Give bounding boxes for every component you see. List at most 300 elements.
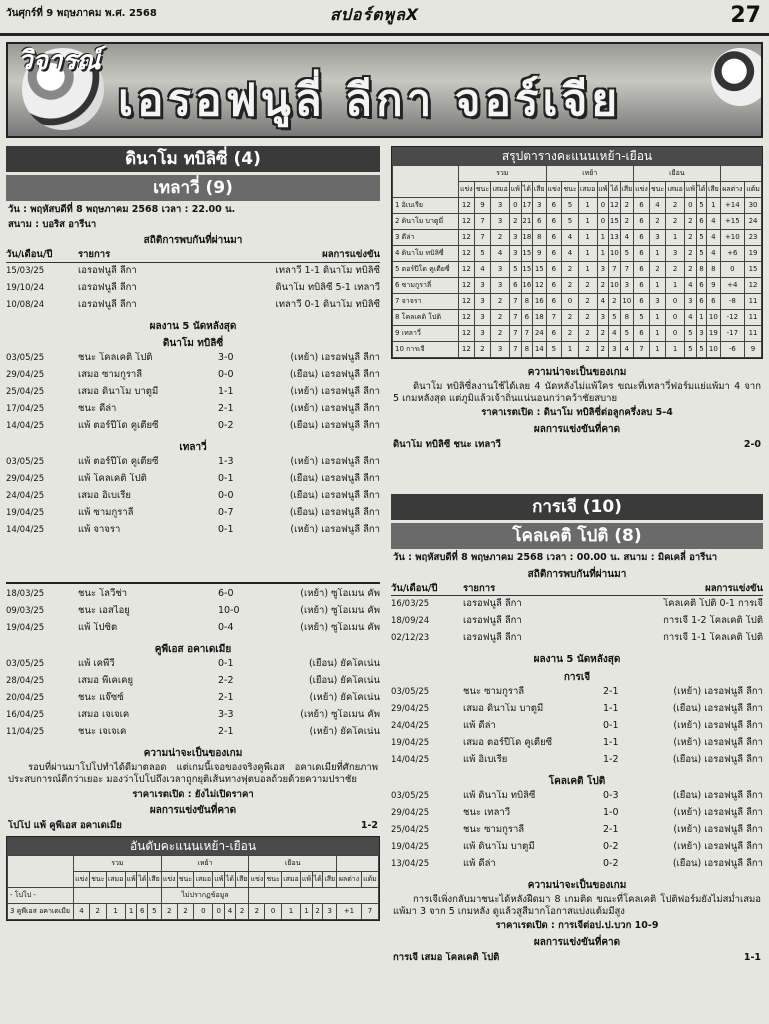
standings-cell: 23	[745, 230, 762, 246]
standings-cell: 16	[521, 278, 532, 294]
standings-cell: 6	[634, 262, 650, 278]
form-venue: (เหย้า) เอรอฟนูลี่ ลีกา	[673, 823, 763, 835]
form-score: 0-3	[603, 789, 619, 801]
standings-cell: 12	[459, 246, 475, 262]
standings-cell: 1	[281, 903, 300, 919]
standings-column-header: เสมอ	[666, 182, 685, 198]
form-score: 2-1	[603, 823, 619, 835]
standings-column-header: แต้ม	[361, 871, 378, 887]
standings-cell: 15	[521, 262, 532, 278]
standings-cell: 3	[510, 230, 522, 246]
standings-cell: 2	[666, 198, 685, 214]
form-result: แพ้ ตอร์ปีโด คูเตียซี่	[78, 420, 159, 432]
standings-cell: 1	[666, 230, 685, 246]
form-score: 0-2	[218, 420, 234, 432]
form-date: 16/04/25	[6, 710, 45, 721]
standings-column-header: แพ้	[125, 871, 137, 887]
form-score: 0-4	[218, 622, 234, 633]
standings-cell: 7	[510, 310, 522, 326]
form-venue: (เหย้า) ยัคโคเน่น	[309, 726, 380, 738]
standings-cell: 6	[707, 294, 721, 310]
standings-cell: 2	[89, 903, 106, 919]
match2-column	[391, 494, 763, 1020]
form-date: 24/04/25	[6, 491, 45, 502]
form-date: 29/04/25	[391, 703, 430, 714]
standings-row	[393, 326, 762, 342]
form-venue: (เหย้า) ซูโอเมน คัพ	[300, 588, 380, 599]
standings-cell: 0	[666, 294, 685, 310]
standings-cell: 4	[649, 198, 665, 214]
standings-cell: 8	[521, 342, 532, 358]
match3-away-form-name: คูพีเอส อคาเดเมีย	[154, 644, 232, 655]
standings-cell: 2	[474, 342, 490, 358]
standings-cell: 3	[685, 294, 697, 310]
form-row	[6, 420, 380, 437]
standings-team: 6 ซามกูราลี่	[393, 278, 459, 294]
standings-cell: 2	[685, 230, 697, 246]
form-venue: (เหย้า) เอรอฟนูลี่ ลีกา	[673, 840, 763, 852]
standings-cell: 2	[685, 214, 697, 230]
match1-home-form	[6, 352, 380, 437]
standings-cell: 2	[510, 214, 522, 230]
standings-cell: 4	[685, 310, 697, 326]
standings-cell: 6	[696, 278, 706, 294]
form-result: แพ้ ตอร์ปีโด คูเตียซี่	[78, 456, 159, 468]
standings-cell: 2	[578, 342, 597, 358]
standings-cell: 10	[707, 342, 721, 358]
h2h-competition: เอรอฟนูลี่ ลีกา	[463, 615, 522, 627]
match1-prediction-title: ผลการแข่งขันที่คาด	[533, 423, 621, 435]
form-date: 25/04/25	[6, 387, 45, 398]
standings-cell: 4	[491, 246, 510, 262]
standings-team: 1 อิเบเรีย	[393, 198, 459, 214]
match3-column	[6, 588, 380, 1018]
standings-cell: 8	[533, 230, 547, 246]
form-row	[391, 824, 763, 841]
standings-cell: 6	[546, 262, 562, 278]
standings-cell: 2	[235, 903, 249, 919]
standings-cell: 19	[707, 326, 721, 342]
standings-cell: 15	[521, 246, 532, 262]
match1-home-form-name: ดินาโม ทบิลิซี่	[162, 338, 224, 350]
standings-column-header: แพ้	[301, 871, 313, 887]
h2h-result: โคลเคติ โปติ 0-1 การเจี	[663, 598, 763, 610]
standings-column-header: เสมอ	[281, 871, 300, 887]
standings-cell: 10	[609, 278, 620, 294]
form-date: 18/03/25	[6, 589, 45, 599]
standings-title: สรุปตารางคะแนนเหย้า-เยือน	[392, 147, 762, 165]
standings-cell: 2	[620, 214, 634, 230]
standings-cell: 5	[696, 198, 706, 214]
standings-cell: 1	[578, 214, 597, 230]
standings-cell: 30	[745, 198, 762, 214]
standings-cell: 1	[597, 246, 609, 262]
standings-column-header: ผลต่าง	[720, 182, 744, 198]
standings-cell: 1	[649, 246, 665, 262]
standings-row	[393, 342, 762, 358]
standings-row	[393, 278, 762, 294]
standings-cell: 2	[491, 230, 510, 246]
match2-away-form	[391, 790, 763, 875]
form-score: 2-1	[218, 692, 234, 704]
standings-cell: 0	[213, 903, 225, 919]
standings-row	[393, 230, 762, 246]
form-result: เสมอ พีเคเคยู	[78, 675, 134, 687]
form-score: 3-3	[218, 709, 234, 721]
form-score: 1-0	[603, 806, 619, 818]
standings-cell: 6	[634, 294, 650, 310]
standings-cell: 4	[707, 214, 721, 230]
h2h-row	[6, 299, 380, 316]
form-result: แพ้ โปซิต	[78, 622, 118, 633]
standings-cell: 2	[491, 294, 510, 310]
form-row	[391, 737, 763, 754]
standings-cell: 2	[597, 278, 609, 294]
standings-team: 10 การเจี	[393, 342, 459, 358]
standings-column-header: เสีย	[533, 182, 547, 198]
standings-cell: 6	[634, 198, 650, 214]
standings-cell: 15	[745, 262, 762, 278]
h2h-row	[6, 282, 380, 299]
standings-cell: 2	[578, 326, 597, 342]
form-score: 0-2	[603, 840, 619, 852]
standings-cell: 1	[696, 310, 706, 326]
form-row	[391, 807, 763, 824]
match1-h2h-header: วัน/เดือน/ปี รายการ ผลการแข่งขัน	[6, 249, 380, 263]
standings-cell: 9	[707, 278, 721, 294]
form-row	[6, 709, 380, 726]
form-date: 14/04/25	[6, 525, 45, 536]
form-date: 25/04/25	[391, 824, 430, 835]
standings-cell: 5	[696, 230, 706, 246]
form-date: 03/05/25	[391, 686, 430, 697]
standings-cell: -8	[720, 294, 744, 310]
standings-cell: 3	[696, 326, 706, 342]
standings-cell: 4	[562, 246, 578, 262]
page-header	[0, 0, 769, 36]
form-row	[6, 456, 380, 473]
standings-cell: 5	[510, 262, 522, 278]
form-row	[6, 386, 380, 403]
match1-prediction: ดินาโม ทบิลิซี่ ชนะ เทลาวี่ 2-0	[393, 439, 761, 451]
form-score: 2-1	[218, 403, 234, 415]
h2h-date: 18/09/24	[391, 616, 430, 627]
standings-cell: 1	[649, 326, 665, 342]
standings-cell: 6	[634, 246, 650, 262]
standings-row	[393, 310, 762, 326]
form-venue: (เหย้า) เอรอฟนูลี่ ลีกา	[673, 736, 763, 748]
standings-column-header: เสมอ	[106, 871, 125, 887]
h2h-result: เทลาวี่ 1-1 ดินาโม ทบิลิซี่	[275, 264, 380, 276]
football-icon	[711, 48, 763, 106]
match2-prediction: การเจี เสมอ โคลเคติ โปติ 1-1	[393, 952, 761, 964]
standings-cell: 10	[707, 310, 721, 326]
form-row	[6, 490, 380, 507]
form-row	[6, 675, 380, 692]
form-venue: (เยือน) เอรอฟนูลี่ ลีกา	[672, 702, 763, 714]
h2h-result: ดินาโม ทบิลิซี่ 5-1 เทลาวี่	[275, 281, 380, 293]
standings-team: 3 ดีล่า	[393, 230, 459, 246]
standings-cell: 0	[720, 262, 744, 278]
h2h-result: การเจี 1-2 โคลเคติ โปติ	[663, 615, 763, 627]
standings-cell: 4	[620, 342, 634, 358]
form-row	[6, 605, 380, 622]
form-score: 1-1	[603, 702, 619, 714]
standings-cell: 6	[546, 230, 562, 246]
standings-cell: 3	[491, 262, 510, 278]
standings-column-header: ชนะ	[474, 182, 490, 198]
match1-datetime: วัน : พฤหัสบดีที่ 8 พฤษภาคม 2568 เวลา : 22.00 น.	[8, 204, 236, 215]
standings-cell: 15	[533, 262, 547, 278]
form-result: เสมอ ตอร์ปีโด คูเตียซี่	[463, 736, 553, 748]
standings-cell: 8	[620, 310, 634, 326]
standings-cell: 2	[649, 214, 665, 230]
standings-cell: 9	[745, 342, 762, 358]
standings-cell: 1	[578, 246, 597, 262]
standings-cell: 5	[634, 310, 650, 326]
standings-row	[393, 246, 762, 262]
form-result: ชนะ ดีล่า	[78, 403, 117, 415]
standings-cell: 7	[361, 903, 378, 919]
standings-cell: 3	[474, 278, 490, 294]
match3-prediction-title: ผลการแข่งขันที่คาด	[149, 805, 237, 817]
standings-cell: 0	[666, 326, 685, 342]
form-result: แพ้ โคลเคติ โปติ	[78, 473, 147, 485]
form-date: 29/04/25	[6, 370, 45, 381]
standings-column-header: เสีย	[707, 182, 721, 198]
standings-cell: 7	[510, 342, 522, 358]
match3-away-form	[6, 658, 380, 743]
standings-cell: 2	[649, 262, 665, 278]
standings-column-header: ชนะ	[649, 182, 665, 198]
form-result: เสมอ อิเบเรีย	[78, 490, 131, 502]
h2h-result: การเจี 1-1 โคลเคติ โปติ	[663, 632, 763, 644]
standings-cell: +1	[337, 903, 362, 919]
standings-cell: 0	[562, 294, 578, 310]
form-row	[391, 703, 763, 720]
standings-cell: 12	[459, 230, 475, 246]
standings-cell: 0	[265, 903, 282, 919]
standings-cell: 7	[546, 310, 562, 326]
standings-column-header: เสีย	[148, 871, 162, 887]
h2h-competition: เอรอฟนูลี่ ลีกา	[463, 598, 522, 610]
standings-cell: 4	[562, 230, 578, 246]
standings-cell: +4	[720, 278, 744, 294]
form-score: 1-1	[218, 386, 234, 398]
form-row	[6, 588, 380, 605]
form-row	[391, 790, 763, 807]
standings-cell: 0	[597, 198, 609, 214]
h2h-competition: เอรอฟนูลี่ ลีกา	[463, 632, 522, 644]
standings-cell: 12	[459, 342, 475, 358]
standings-column-header: แพ้	[213, 871, 225, 887]
standings-column-header: เสีย	[235, 871, 249, 887]
standings-cell: 3	[491, 342, 510, 358]
standings-cell: 8	[521, 294, 532, 310]
match3-standings	[6, 836, 380, 921]
match2-away-form-name: โคลเคติ โปติ	[548, 775, 606, 787]
standings-cell: 0	[597, 214, 609, 230]
form-row	[6, 658, 380, 675]
form-row	[391, 686, 763, 703]
standings-cell: 6	[546, 246, 562, 262]
form-row	[6, 369, 380, 386]
h2h-competition: เอรอฟนูลี่ ลีกา	[78, 281, 137, 293]
standings-cell: 4	[474, 262, 490, 278]
match2-h2h-header: วัน/เดือน/ปี รายการ ผลการแข่งขัน	[391, 583, 763, 597]
match2-analysis-text: การเจีเพิ่งกลับมาชนะได้หลังฝืดมา 8 เกมติด ขณะที่โคลเคติ โปติฟอร์มยังไม่สม่ำเสมอแพ้มา 3 จาก 5 เกมหลัง ดูแล้วสูสีมากโอกาสแบ่งแต้มมีสูง	[393, 894, 761, 917]
standings-cell: 8	[707, 262, 721, 278]
standings-cell: 12	[459, 326, 475, 342]
form-row	[6, 507, 380, 524]
standings-team: 5 ตอร์ปีโด คูเตียซี่	[393, 262, 459, 278]
section-banner	[6, 42, 763, 138]
standings-cell: 13	[609, 230, 620, 246]
standings-row	[393, 262, 762, 278]
standings-cell: 2	[578, 310, 597, 326]
standings-row	[393, 294, 762, 310]
standings-column-header: ชนะ	[265, 871, 282, 887]
standings-cell: 1	[649, 342, 665, 358]
standings-cell: 7	[474, 230, 490, 246]
form-row	[391, 720, 763, 737]
standings-column-header: เสมอ	[578, 182, 597, 198]
standings-cell: 3	[597, 262, 609, 278]
standings-column-header: ได้	[521, 182, 532, 198]
standings-cell: 6	[634, 278, 650, 294]
form-result: ชนะ โคลเคติ โปติ	[78, 352, 153, 364]
standings-team: 7 จาจรา	[393, 294, 459, 310]
match3-prediction: โปโป แพ้ คูพีเอส อคาเดเมีย 1-2	[8, 820, 378, 832]
match2-analysis-title: ความน่าจะเป็นของเกม	[527, 879, 627, 891]
banner-title: เอรอฟนูลี่ ลีกา จอร์เจีย	[118, 75, 622, 126]
standings-cell: 10	[609, 246, 620, 262]
standings-column-header: ได้	[609, 182, 620, 198]
standings-cell: 4	[707, 230, 721, 246]
form-date: 11/04/25	[6, 727, 45, 738]
form-row	[6, 692, 380, 709]
standings-cell: 2	[666, 214, 685, 230]
standings-cell: +10	[720, 230, 744, 246]
form-venue: (เหย้า) ซูโอเมน คัพ	[300, 709, 380, 721]
column-divider	[6, 582, 380, 584]
h2h-date: 15/03/25	[6, 265, 45, 276]
h2h-date: 16/03/25	[391, 599, 430, 610]
form-row	[6, 352, 380, 369]
standings-cell: 6	[634, 326, 650, 342]
standings-cell: 12	[533, 278, 547, 294]
standings-column-header: แข่ง	[459, 182, 475, 198]
standings-cell: 3	[474, 294, 490, 310]
standings-cell: 1	[707, 198, 721, 214]
standings-cell: 1	[649, 278, 665, 294]
form-date: 20/04/25	[6, 693, 45, 704]
standings-cell: 3	[666, 246, 685, 262]
standings-cell: 0	[510, 198, 522, 214]
form-result: ชนะ โลวีช่า	[78, 588, 128, 599]
standings-cell: 24	[533, 326, 547, 342]
standings-cell: 2	[312, 903, 323, 919]
form-score: 3-0	[218, 352, 234, 364]
form-result: เสมอ ดินาโม บาตูมี่	[463, 702, 544, 714]
standings-cell: 2	[249, 903, 265, 919]
standings-cell: 6	[634, 230, 650, 246]
standings-cell: 1	[106, 903, 125, 919]
form-row	[6, 622, 380, 639]
standings-column-header: แข่ง	[634, 182, 650, 198]
match1-away-team: เทลาวี่ (9)	[6, 175, 380, 201]
form-date: 03/05/25	[6, 457, 45, 468]
standings-column-header: ผลต่าง	[337, 871, 362, 887]
standings-cell: +6	[720, 246, 744, 262]
form-date: 03/05/25	[391, 790, 430, 801]
standings-cell: 1	[649, 310, 665, 326]
standings-cell: 2	[491, 326, 510, 342]
standings-cell: 5	[546, 342, 562, 358]
standings-cell: 7	[521, 326, 532, 342]
standings-cell: 2	[597, 342, 609, 358]
form-date: 19/04/25	[391, 737, 430, 748]
standings-column-header: แข่ง	[546, 182, 562, 198]
form-venue: (เยือน) เอรอฟนูลี่ ลีกา	[289, 473, 380, 485]
form-venue: (เยือน) เอรอฟนูลี่ ลีกา	[289, 369, 380, 381]
standings-cell: 0	[685, 198, 697, 214]
form-date: 17/04/25	[6, 404, 45, 415]
standings-cell: 6	[510, 278, 522, 294]
match1-analysis-title: ความน่าจะเป็นของเกม	[527, 367, 627, 378]
match3-analysis-text: รอบที่ผ่านมาโปโปทำได้ดีมาตลอด แต่เกมนี้เจอของจริงคูพีเอส อคาเดเมียที่ศักยภาพประสบการณ์ดีกว่าเยอะ มองว่าโปโปถึงเวลาถูกยุติเส้นทางฟุตบอลถ้วยด้วยความปราชัย	[8, 762, 378, 785]
standings-cell: 7	[510, 326, 522, 342]
h2h-row	[6, 265, 380, 282]
form-row	[6, 473, 380, 490]
form-score: 0-1	[218, 473, 234, 485]
standings-cell: 2	[562, 310, 578, 326]
form-result: ชนะ ซามกูราลี่	[463, 685, 525, 697]
form-result: แพ้ อิเบเรีย	[463, 753, 508, 765]
standings-cell: 7	[634, 342, 650, 358]
form-venue: (เหย้า) ยัคโคเน่น	[309, 692, 380, 704]
standings-cell: 10	[620, 294, 634, 310]
form-row	[391, 858, 763, 875]
standings-cell: 2	[491, 310, 510, 326]
standings-cell: 6	[696, 294, 706, 310]
standings-team: 4 ดินาโม ทบิลิซี่	[393, 246, 459, 262]
standings-column-header: แพ้	[597, 182, 609, 198]
standings-cell: 0	[194, 903, 213, 919]
standings-column-header: แพ้	[510, 182, 522, 198]
standings-cell: 3	[323, 903, 337, 919]
standings-cell: 6	[546, 214, 562, 230]
form-date: 19/04/25	[6, 508, 45, 519]
form-venue: (เยือน) เอรอฟนูลี่ ลีกา	[672, 789, 763, 801]
standings-cell: 2	[562, 326, 578, 342]
standings-cell: 5	[696, 342, 706, 358]
standings-column-header: เสมอ	[491, 182, 510, 198]
standings-cell: 14	[533, 342, 547, 358]
standings-column-header: ชนะ	[562, 182, 578, 198]
standings-cell: 1	[125, 903, 137, 919]
standings-cell: 18	[521, 230, 532, 246]
standings-cell: 12	[459, 214, 475, 230]
standings-cell: 3	[510, 246, 522, 262]
match1-venue: สนาม : บอริส อารีนา	[8, 218, 97, 230]
standings-box	[391, 146, 763, 359]
form-date: 28/04/25	[6, 676, 45, 687]
standings-cell: 12	[609, 198, 620, 214]
standings-cell: 5	[696, 246, 706, 262]
brand-logo: สปอร์ตพูลX	[330, 5, 420, 24]
h2h-row	[391, 598, 763, 615]
